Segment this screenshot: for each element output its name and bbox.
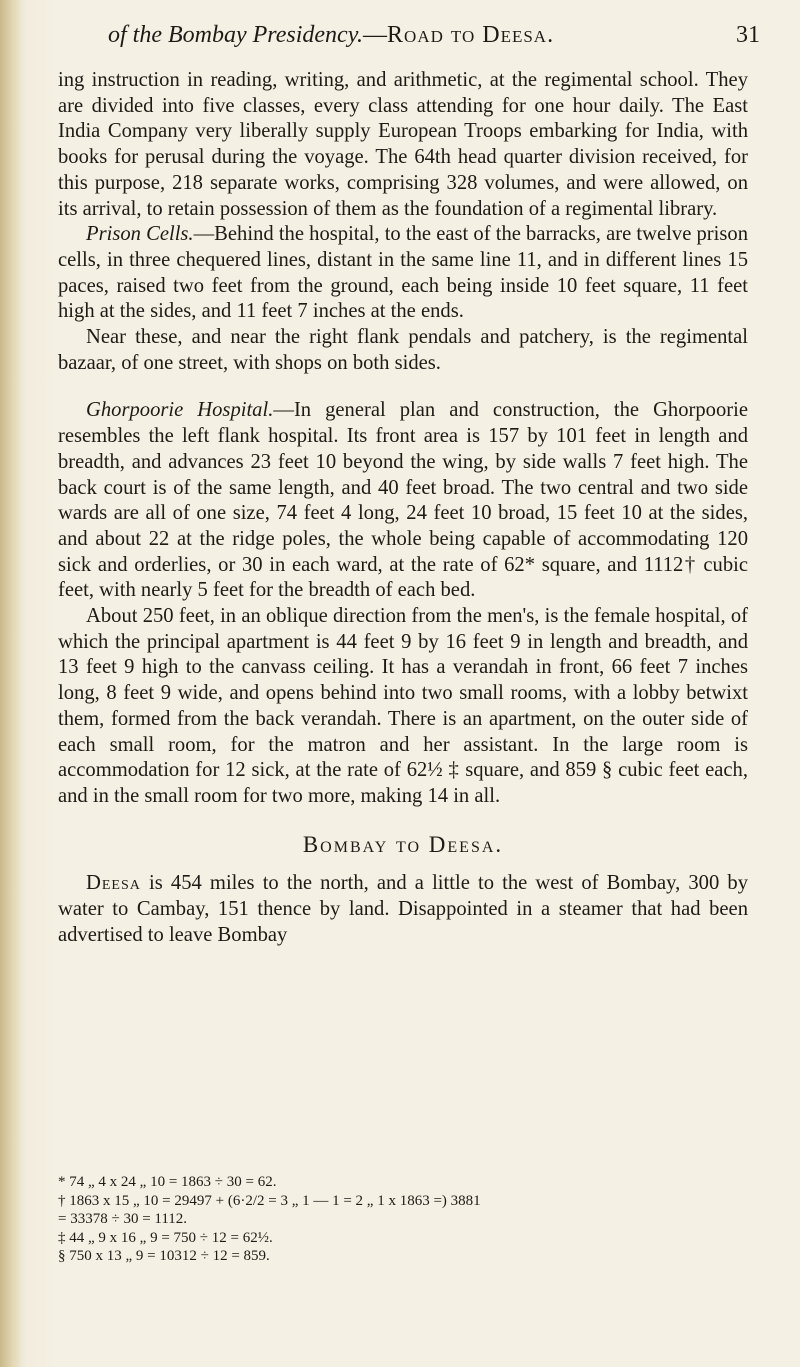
footnote: * 74 „ 4 x 24 „ 10 = 1863 ÷ 30 = 62.: [58, 1174, 277, 1190]
footnote: ‡ 44 „ 9 x 16 „ 9 = 750 ÷ 12 = 62½.: [58, 1229, 273, 1246]
paragraph-deesa: [58, 871, 748, 948]
paragraph-female-hospital: About 250 feet, in an oblique direction from the men's, is the female hospital, of which the principal apartment is 44 feet 9 by 16 feet 9 in length and breadth, and 13 feet 9 high to the canvass ceiling. It has a verandah in front, 66 feet 7 inches long, 8 feet 9 wide, and opens behind into two small rooms, with a lobby betwixt them, formed from the back verandah. There is an apartment, on the outer side of each small room, for the matron and her assistant. In the large room is accommodation for 12 sick, at the rate of 62½ ‡ square, and 859 § cubic feet each, and in the small room for two more, making 14 in all.: [58, 605, 748, 807]
paragraph-ghorpoorie-text: —In general plan and construction, the Ghorpoorie resembles the left flank hospital. Its front area is 157 by 101 feet in length and breadth, and advances 23 feet 10 beyond the wing, by side walls 7 feet high. The back court is of the same length, and 40 feet broad. The two central and two side wards are all of one size, 74 feet 4 long, 24 feet 10 broad, 15 feet 10 at the sides, and about 22 at the ridge poles, the whole being capable of accommodating 120 sick and orderlies, or 30 in each ward, at the rate of 62* square, and 1112† cubic feet, with nearly 5 feet for the breadth of each bed.: [58, 399, 748, 602]
running-head-section: Road to Deesa.: [387, 22, 555, 48]
running-head-title: [108, 22, 554, 49]
section-heading: Bombay to Deesa.: [302, 831, 504, 857]
running-head-dash: —: [363, 22, 388, 48]
paragraph-prison-cells: [58, 222, 748, 325]
footnotes: [58, 1173, 748, 1266]
paragraph-prison-cells-text: —Behind the hospital, to the east of the barracks, are twelve prison cells, in three chequered lines, distant in the same line 11, and in different lines 15 paces, raised two feet from the ground, each being inside 10 feet square, 11 feet high at the sides, and 11 feet 7 inches at the ends.: [58, 223, 748, 323]
page-number: 31: [736, 22, 760, 48]
footnote: = 33378 ÷ 30 = 1112.: [58, 1211, 188, 1227]
running-head-italic: of the Bombay Presidency.: [108, 22, 364, 48]
footnote: § 750 x 13 „ 9 = 10312 ÷ 12 = 859.: [58, 1248, 270, 1264]
running-header: [108, 22, 760, 58]
subhead-ghorpoorie-hospital: Ghorpoorie Hospital.: [86, 399, 274, 422]
paragraph-deesa-lead: Deesa: [86, 872, 141, 895]
paragraph-regimental-school: ing instruction in reading, writing, and arithmetic, at the regimental school. They are divided into five classes, every class attending for one hour daily. The East India Company very liberally supply European Troops embarking for India, with books for perusal during the voyage. The 64th head quarter division received, for this purpose, 218 separate works, comprising 328 volumes, and were allowed, on its arrival, to retain possession of them as the foundation of a regimental library.: [58, 69, 748, 220]
paragraph-deesa-text: is 454 miles to the north, and a little to the west of Bombay, 300 by water to Cambay, 151 thence by land. Disappointed in a steamer that had been advertised to leave Bombay: [58, 872, 748, 946]
paragraph-ghorpoorie-hospital: [58, 398, 748, 604]
footnote: † 1863 x 15 „ 10 = 29497 + (6·2/2 = 3 „ 1 — 1 = 2 „ 1 x 1863 =) 3881: [58, 1192, 481, 1209]
page-gutter-shadow: [0, 0, 22, 1367]
subhead-prison-cells: Prison Cells.: [86, 223, 194, 246]
paragraph-regimental-bazaar: Near these, and near the right flank pendals and patchery, is the regimental bazaar, of one street, with shops on both sides.: [58, 326, 748, 374]
body-text: [58, 68, 748, 949]
